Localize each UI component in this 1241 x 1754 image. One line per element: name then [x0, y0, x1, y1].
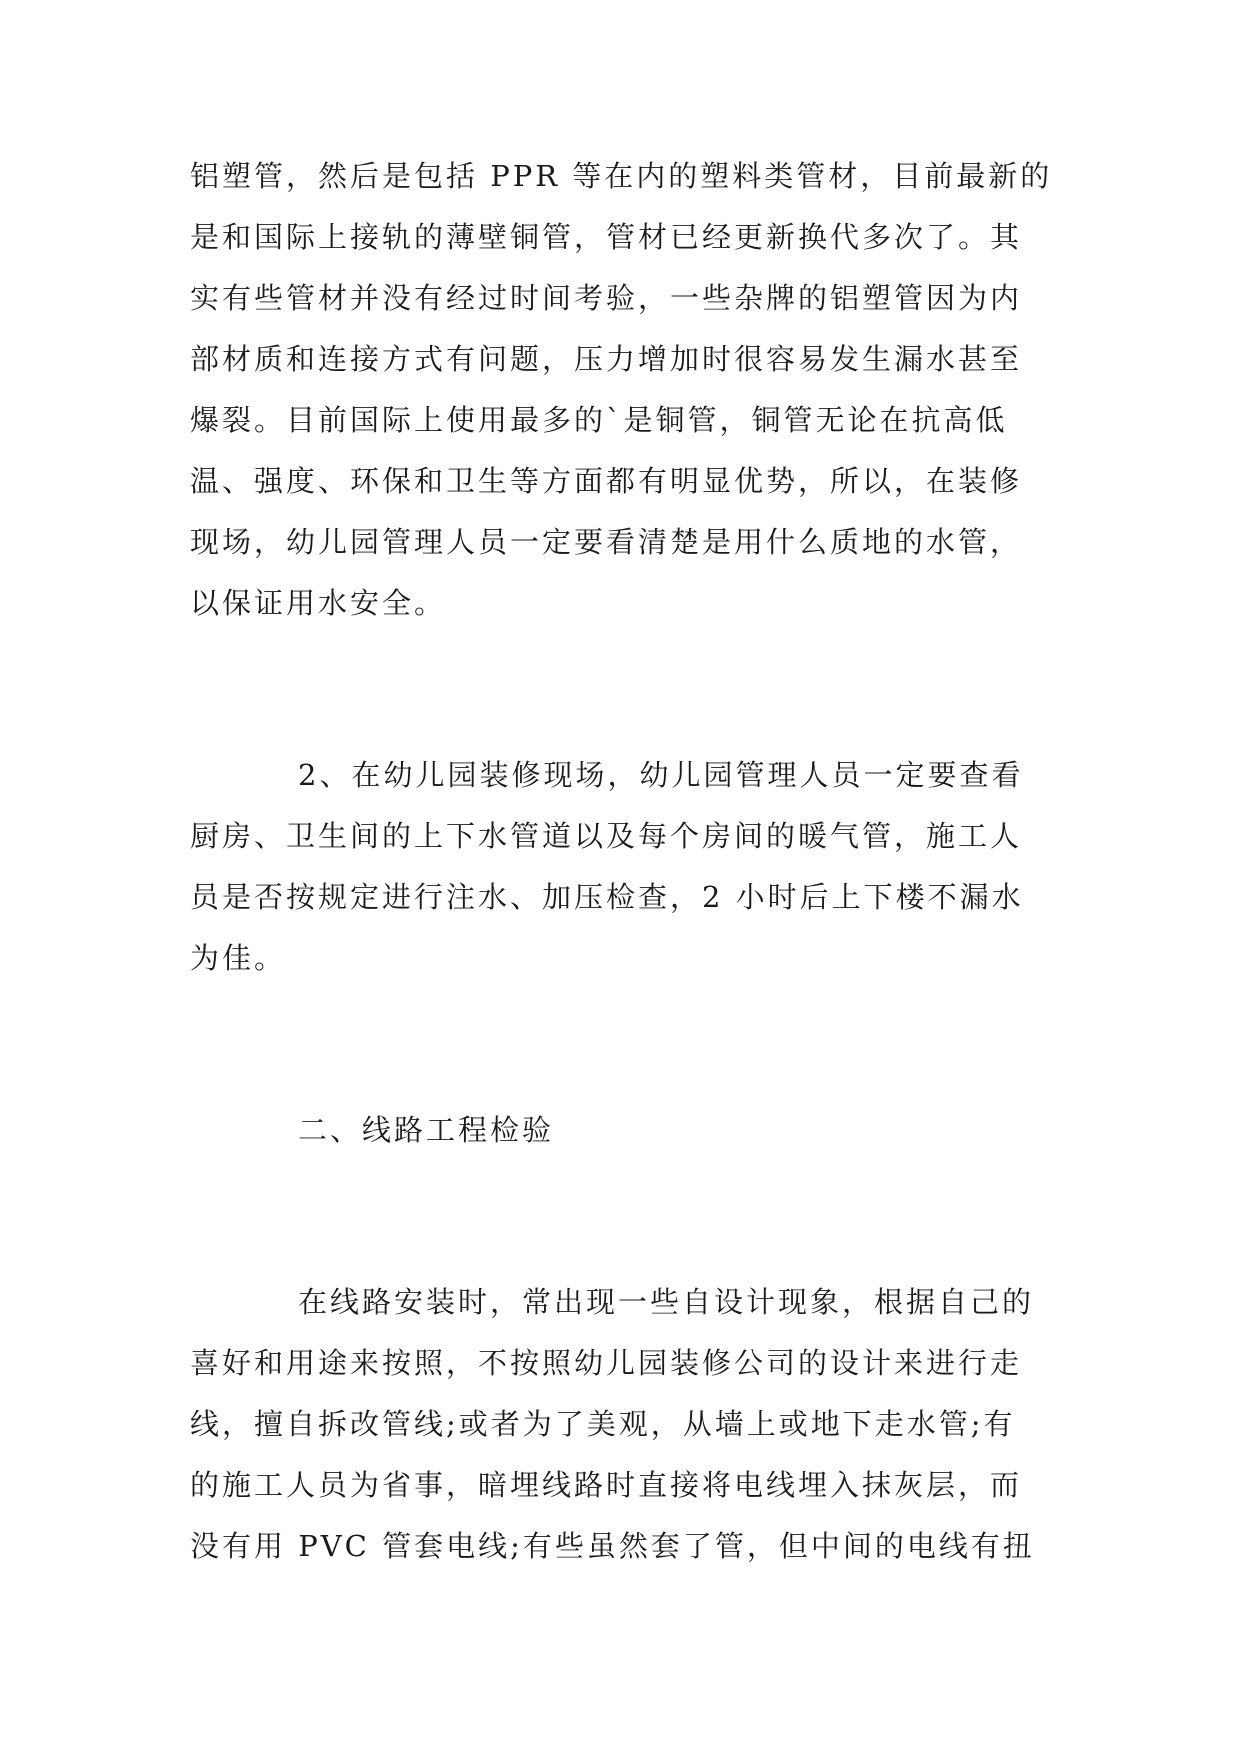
paragraph-3-line: 在线路安装时，常出现一些自设计现象，根据自己的: [298, 1285, 1035, 1319]
paragraph-2-line: 员是否按规定进行注水、加压检查，2 小时后上下楼不漏水: [190, 880, 1024, 914]
paragraph-1-line: 爆裂。目前国际上使用最多的`是铜管，铜管无论在抗高低: [190, 403, 1008, 437]
paragraph-3-line: 的施工人员为省事，暗埋线路时直接将电线埋入抹灰层，而: [190, 1468, 1023, 1502]
paragraph-1-line: 以保证用水安全。: [190, 586, 447, 620]
paragraph-3-line: 喜好和用途来按照，不按照幼儿园装修公司的设计来进行走: [190, 1346, 1023, 1380]
paragraph-1-line: 是和国际上接轨的薄壁铜管，管材已经更新换代多次了。其: [190, 220, 1023, 254]
section-heading: 二、线路工程检验: [298, 1113, 555, 1147]
paragraph-1-line: 现场，幼儿园管理人员一定要看清楚是用什么质地的水管，: [190, 525, 1023, 559]
paragraph-1-line: 部材质和连接方式有问题，压力增加时很容易发生漏水甚至: [190, 342, 1023, 376]
paragraph-2-line: 为佳。: [190, 941, 287, 975]
paragraph-1-line: 铝塑管，然后是包括 PPR 等在内的塑料类管材，目前最新的: [190, 159, 1053, 193]
paragraph-3-line: 线，擅自拆改管线;或者为了美观，从墙上或地下走水管;有: [190, 1407, 1016, 1441]
paragraph-3-line: 没有用 PVC 管套电线;有些虽然套了管，但中间的电线有扭: [190, 1529, 1035, 1563]
paragraph-1-line: 温、强度、环保和卫生等方面都有明显优势，所以，在装修: [190, 464, 1023, 498]
paragraph-1-line: 实有些管材并没有经过时间考验，一些杂牌的铝塑管因为内: [190, 281, 1023, 315]
paragraph-2-line: 厨房、卫生间的上下水管道以及每个房间的暖气管，施工人: [190, 819, 1023, 853]
paragraph-2-line: 2、在幼儿园装修现场，幼儿园管理人员一定要查看: [298, 758, 1024, 792]
